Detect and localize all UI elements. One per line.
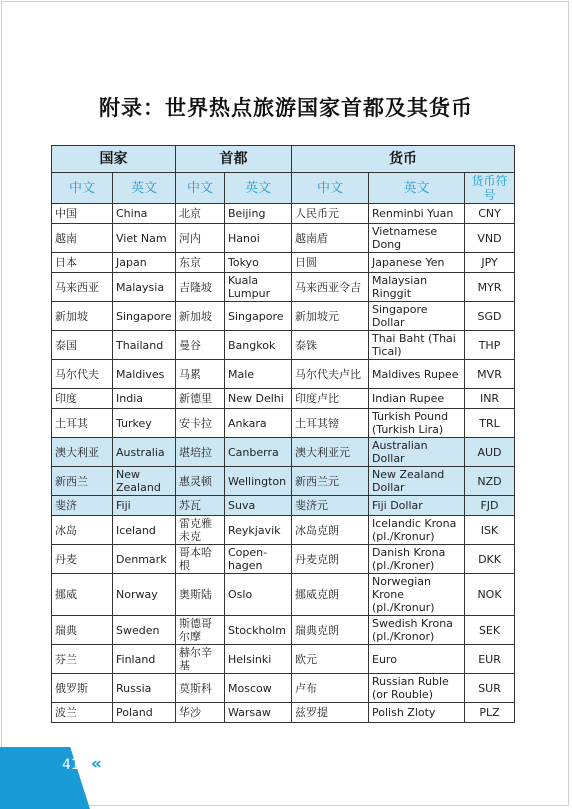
cell-country-cn: 波兰 xyxy=(52,703,113,723)
table-row xyxy=(52,389,515,409)
cell-country-en: Viet Nam xyxy=(113,224,176,253)
table-group-header-row xyxy=(52,146,515,173)
cell-country-cn: 冰岛 xyxy=(52,516,113,545)
cell-country-en: Singapore xyxy=(113,302,176,331)
cell-capital-en: Kuala Lumpur xyxy=(225,273,292,302)
cell-capital-cn: 惠灵顿 xyxy=(176,467,225,496)
cell-country-cn: 马来西亚 xyxy=(52,273,113,302)
cell-capital-cn: 安卡拉 xyxy=(176,409,225,438)
cell-country-cn: 土耳其 xyxy=(52,409,113,438)
cell-currency-cn: 马尔代夫卢比 xyxy=(292,360,369,389)
cell-country-en: Iceland xyxy=(113,516,176,545)
cell-currency-code: NZD xyxy=(465,467,515,496)
cell-currency-code: FJD xyxy=(465,496,515,516)
cell-country-en: New Zealand xyxy=(113,467,176,496)
cell-currency-cn: 澳大利亚元 xyxy=(292,438,369,467)
cell-capital-cn: 东京 xyxy=(176,253,225,273)
cell-country-en: Thailand xyxy=(113,331,176,360)
cell-country-cn: 瑞典 xyxy=(52,616,113,645)
cell-currency-cn: 日圆 xyxy=(292,253,369,273)
table-row xyxy=(52,616,515,645)
cell-currency-cn: 印度卢比 xyxy=(292,389,369,409)
cell-currency-code: AUD xyxy=(465,438,515,467)
cell-capital-en: Warsaw xyxy=(225,703,292,723)
header-country-en: 英文 xyxy=(113,173,176,204)
cell-currency-en: Japanese Yen xyxy=(369,253,465,273)
chevron-left-icon: « xyxy=(91,754,102,774)
cell-country-en: Norway xyxy=(113,574,176,616)
cell-capital-en: Suva xyxy=(225,496,292,516)
cell-currency-cn: 瑞典克朗 xyxy=(292,616,369,645)
cell-currency-code: VND xyxy=(465,224,515,253)
cell-capital-en: Tokyo xyxy=(225,253,292,273)
header-currency-en: 英文 xyxy=(369,173,465,204)
cell-currency-en: Malaysian Ringgit xyxy=(369,273,465,302)
cell-currency-code: SGD xyxy=(465,302,515,331)
cell-currency-cn: 新加坡元 xyxy=(292,302,369,331)
cell-currency-code: EUR xyxy=(465,645,515,674)
cell-capital-en: Wellington xyxy=(225,467,292,496)
cell-country-cn: 芬兰 xyxy=(52,645,113,674)
cell-currency-en: Russian Ruble (or Rouble) xyxy=(369,674,465,703)
cell-capital-en: Stockholm xyxy=(225,616,292,645)
cell-capital-en: New Delhi xyxy=(225,389,292,409)
header-country: 国家 xyxy=(52,146,176,173)
cell-capital-cn: 斯德哥尔摩 xyxy=(176,616,225,645)
cell-country-en: Sweden xyxy=(113,616,176,645)
cell-currency-en: Fiji Dollar xyxy=(369,496,465,516)
cell-country-cn: 丹麦 xyxy=(52,545,113,574)
table-row xyxy=(52,438,515,467)
cell-currency-en: Vietnamese Dong xyxy=(369,224,465,253)
cell-currency-cn: 冰岛克朗 xyxy=(292,516,369,545)
cell-capital-cn: 哥本哈根 xyxy=(176,545,225,574)
header-currency-symbol: 货币符号 xyxy=(465,173,515,204)
cell-capital-en: Ankara xyxy=(225,409,292,438)
table-row xyxy=(52,545,515,574)
cell-currency-cn: 越南盾 xyxy=(292,224,369,253)
cell-capital-en: Beijing xyxy=(225,204,292,224)
table-row xyxy=(52,331,515,360)
header-currency-cn: 中文 xyxy=(292,173,369,204)
cell-capital-en: Male xyxy=(225,360,292,389)
cell-country-cn: 澳大利亚 xyxy=(52,438,113,467)
cell-currency-code: SUR xyxy=(465,674,515,703)
cell-country-cn: 新加坡 xyxy=(52,302,113,331)
cell-currency-code: MVR xyxy=(465,360,515,389)
cell-capital-en: Reykjavik xyxy=(225,516,292,545)
cell-capital-cn: 吉隆坡 xyxy=(176,273,225,302)
cell-country-en: India xyxy=(113,389,176,409)
table-sub-header-row xyxy=(52,173,515,204)
cell-currency-cn: 兹罗提 xyxy=(292,703,369,723)
cell-currency-en: Singapore Dollar xyxy=(369,302,465,331)
cell-capital-en: Helsinki xyxy=(225,645,292,674)
table-row xyxy=(52,674,515,703)
cell-currency-en: Thai Baht (Thai Tical) xyxy=(369,331,465,360)
cell-currency-cn: 人民币元 xyxy=(292,204,369,224)
cell-capital-cn: 赫尔辛基 xyxy=(176,645,225,674)
cell-capital-cn: 新德里 xyxy=(176,389,225,409)
header-currency: 货币 xyxy=(292,146,515,173)
cell-currency-code: DKK xyxy=(465,545,515,574)
cell-country-en: Denmark xyxy=(113,545,176,574)
cell-currency-en: Australian Dollar xyxy=(369,438,465,467)
cell-currency-en: Maldives Rupee xyxy=(369,360,465,389)
cell-capital-en: Moscow xyxy=(225,674,292,703)
cell-capital-en: Oslo xyxy=(225,574,292,616)
cell-capital-cn: 曼谷 xyxy=(176,331,225,360)
table-row xyxy=(52,516,515,545)
cell-capital-en: Hanoi xyxy=(225,224,292,253)
cell-currency-en: Renminbi Yuan xyxy=(369,204,465,224)
cell-country-en: Russia xyxy=(113,674,176,703)
cell-currency-code: THP xyxy=(465,331,515,360)
cell-country-en: Japan xyxy=(113,253,176,273)
cell-capital-cn: 堪培拉 xyxy=(176,438,225,467)
header-capital-en: 英文 xyxy=(225,173,292,204)
cell-country-en: Malaysia xyxy=(113,273,176,302)
cell-currency-en: Danish Krona (pl./Kroner) xyxy=(369,545,465,574)
table-row xyxy=(52,302,515,331)
cell-country-en: Fiji xyxy=(113,496,176,516)
cell-currency-code: ISK xyxy=(465,516,515,545)
table-body xyxy=(52,204,515,723)
cell-capital-cn: 河内 xyxy=(176,224,225,253)
header-capital-cn: 中文 xyxy=(176,173,225,204)
cell-country-en: Australia xyxy=(113,438,176,467)
table-row xyxy=(52,253,515,273)
table-row xyxy=(52,703,515,723)
table-row xyxy=(52,467,515,496)
page-number: 418 xyxy=(62,757,89,773)
cell-capital-cn: 奥斯陆 xyxy=(176,574,225,616)
cell-currency-cn: 欧元 xyxy=(292,645,369,674)
header-capital: 首都 xyxy=(176,146,292,173)
table-row xyxy=(52,273,515,302)
cell-currency-cn: 丹麦克朗 xyxy=(292,545,369,574)
cell-currency-cn: 新西兰元 xyxy=(292,467,369,496)
cell-country-cn: 中国 xyxy=(52,204,113,224)
cell-currency-cn: 马来西亚令吉 xyxy=(292,273,369,302)
cell-capital-cn: 华沙 xyxy=(176,703,225,723)
cell-currency-cn: 卢布 xyxy=(292,674,369,703)
cell-country-en: Finland xyxy=(113,645,176,674)
cell-currency-code: INR xyxy=(465,389,515,409)
cell-currency-en: Swedish Krona (pl./Kronor) xyxy=(369,616,465,645)
table-row xyxy=(52,574,515,616)
cell-currency-code: SEK xyxy=(465,616,515,645)
cell-country-en: China xyxy=(113,204,176,224)
cell-currency-cn: 挪威克朗 xyxy=(292,574,369,616)
cell-country-en: Turkey xyxy=(113,409,176,438)
cell-currency-code: NOK xyxy=(465,574,515,616)
cell-capital-en: Bangkok xyxy=(225,331,292,360)
cell-capital-cn: 莫斯科 xyxy=(176,674,225,703)
cell-country-cn: 印度 xyxy=(52,389,113,409)
header-country-cn: 中文 xyxy=(52,173,113,204)
table-row xyxy=(52,409,515,438)
cell-capital-en: Canberra xyxy=(225,438,292,467)
table-row xyxy=(52,224,515,253)
cell-currency-en: Polish Zloty xyxy=(369,703,465,723)
cell-currency-en: New Zealand Dollar xyxy=(369,467,465,496)
cell-capital-cn: 北京 xyxy=(176,204,225,224)
cell-country-cn: 斐济 xyxy=(52,496,113,516)
cell-currency-code: PLZ xyxy=(465,703,515,723)
cell-currency-en: Norwegian Krone (pl./Kronur) xyxy=(369,574,465,616)
cell-currency-code: CNY xyxy=(465,204,515,224)
cell-currency-en: Icelandic Krona (pl./Kronur) xyxy=(369,516,465,545)
cell-capital-cn: 苏瓦 xyxy=(176,496,225,516)
cell-capital-cn: 新加坡 xyxy=(176,302,225,331)
cell-country-en: Poland xyxy=(113,703,176,723)
currency-table xyxy=(51,145,515,723)
cell-capital-cn: 马累 xyxy=(176,360,225,389)
cell-country-cn: 挪威 xyxy=(52,574,113,616)
table-row xyxy=(52,496,515,516)
cell-currency-cn: 土耳其镑 xyxy=(292,409,369,438)
page-title: 附录：世界热点旅游国家首都及其货币 xyxy=(99,96,473,120)
cell-country-cn: 越南 xyxy=(52,224,113,253)
cell-capital-en: Singapore xyxy=(225,302,292,331)
cell-currency-code: JPY xyxy=(465,253,515,273)
cell-country-en: Maldives xyxy=(113,360,176,389)
cell-country-cn: 泰国 xyxy=(52,331,113,360)
cell-currency-cn: 斐济元 xyxy=(292,496,369,516)
cell-capital-cn: 雷克雅未克 xyxy=(176,516,225,545)
cell-country-cn: 俄罗斯 xyxy=(52,674,113,703)
cell-capital-en: Copen-hagen xyxy=(225,545,292,574)
cell-currency-en: Turkish Pound (Turkish Lira) xyxy=(369,409,465,438)
table-row xyxy=(52,645,515,674)
cell-country-cn: 日本 xyxy=(52,253,113,273)
table-row xyxy=(52,204,515,224)
cell-currency-cn: 泰铢 xyxy=(292,331,369,360)
cell-currency-code: TRL xyxy=(465,409,515,438)
table-row xyxy=(52,360,515,389)
cell-currency-code: MYR xyxy=(465,273,515,302)
cell-country-cn: 新西兰 xyxy=(52,467,113,496)
cell-currency-en: Indian Rupee xyxy=(369,389,465,409)
cell-currency-en: Euro xyxy=(369,645,465,674)
cell-country-cn: 马尔代夫 xyxy=(52,360,113,389)
